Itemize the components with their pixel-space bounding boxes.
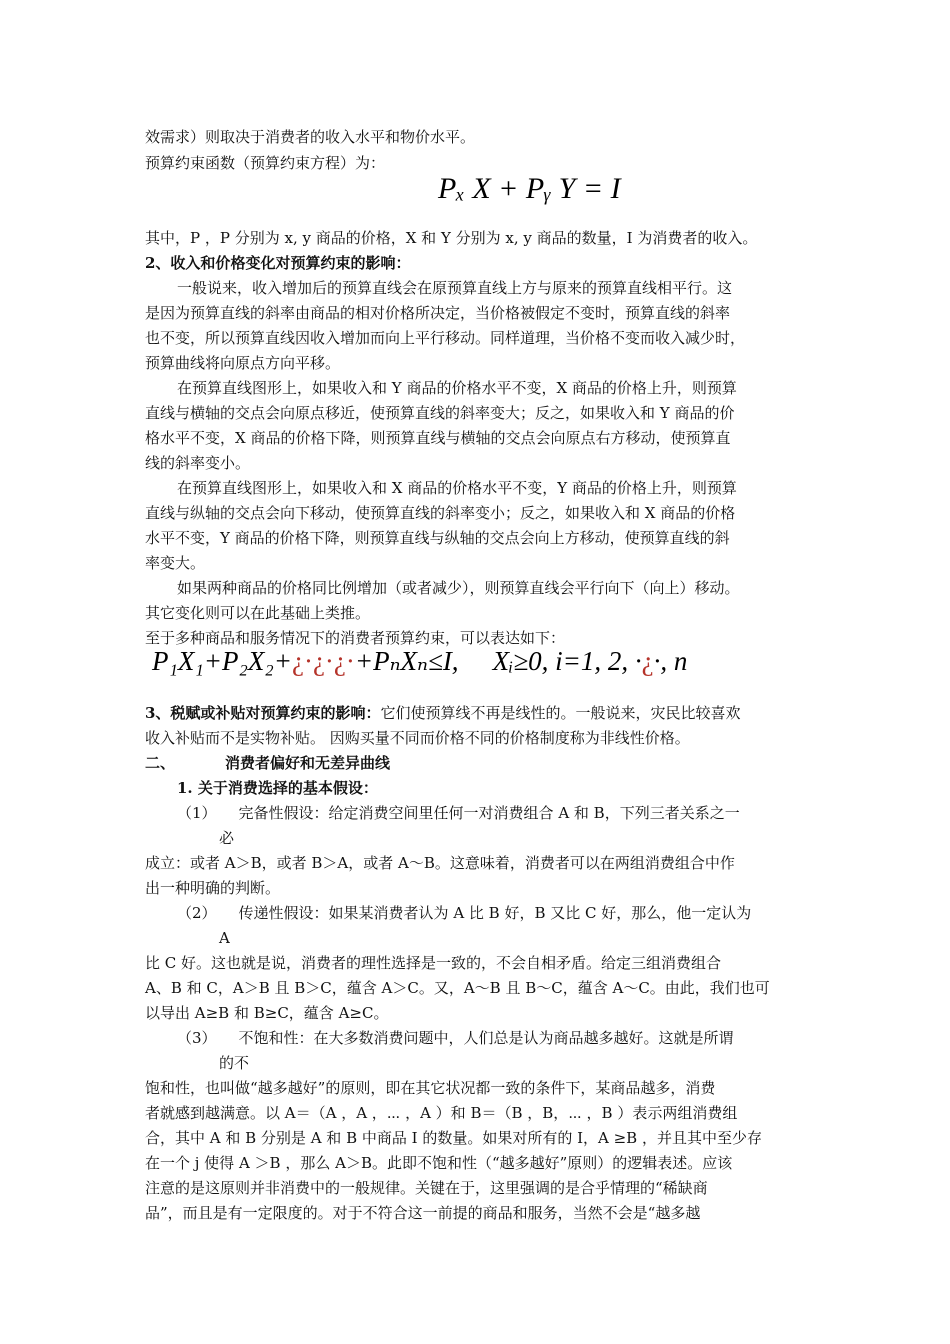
paragraph-line: 水平不变，Y 商品的价格下降，则预算直线与纵轴的交点会向上方移动，使预算直线的斜 (145, 529, 730, 547)
heading-number: 二、 (145, 754, 176, 772)
item-text: 传递性假设：如果某消费者认为 A 比 B 好，B 又比 C 好，那么，他一定认为 (238, 904, 752, 922)
paragraph-line: A (219, 929, 230, 947)
paragraph-line: 出一种明确的判断。 (145, 879, 281, 897)
paragraph-line: 率变大。 (145, 554, 206, 572)
inline-text: 它们使预算线不再是线性的。一般说来，灾民比较喜欢 (380, 704, 741, 722)
paragraph-line: 直线与纵轴的交点会向下移动，使预算直线的斜率变小；反之，如果收入和 X 商品的价格 (145, 504, 736, 522)
paragraph-line: 预算约束函数（预算约束方程）为： (145, 154, 386, 172)
section-heading (145, 753, 390, 773)
item-text: 不饱和性：在大多数消费问题中，人们总是认为商品越多越好。这就是所谓 (238, 1029, 734, 1047)
paragraph-line: 品”，而且是有一定限度的。对于不符合这一前提的商品和服务，当然不会是“越多越 (145, 1204, 701, 1222)
multi-goods-budget-formula (152, 646, 687, 677)
item-number: （2） (177, 904, 217, 922)
paragraph-line (177, 903, 751, 923)
heading-title: 消费者偏好和无差异曲线 (225, 754, 391, 772)
formula-part: Xᵢ≥0, i=1, 2, · (492, 646, 642, 676)
paragraph-line: 效需求）则取决于消费者的收入水平和物价水平。 (145, 128, 476, 146)
paragraph-line: 合，其中 A 和 B 分别是 A 和 B 中商品 I 的数量。如果对所有的 I，A ≥B ，并且其中至少存 (145, 1129, 762, 1147)
paragraph-line: 格水平不变，X 商品的价格下降，则预算直线与横轴的交点会向原点右方移动，使预算直 (145, 429, 731, 447)
paragraph-line: 成立：或者 A＞B，或者 B＞A，或者 A～B。这意味着，消费者可以在两组消费组合中作 (145, 854, 735, 872)
item-number: （3） (177, 1029, 217, 1047)
paragraph-line: 其中，P ，P 分别为 x, y 商品的价格，X 和 Y 分别为 x, y 商品的数量，I 为消费者的收入。 (145, 229, 758, 247)
paragraph-line: 也不变，所以预算直线因收入增加而向上平行移动。同样道理，当价格不变而收入减少时， (145, 329, 746, 347)
section-heading: 2、收入和价格变化对预算约束的影响： (145, 254, 411, 272)
paragraph-line: 预算曲线将向原点方向平移。 (145, 354, 341, 372)
formula-part: +PₙXₙ≤I, (354, 646, 459, 676)
formula-ellipsis: ¿ (641, 646, 654, 676)
item-text: 完备性假设：给定消费空间里任何一对消费组合 A 和 B，下列三者关系之一 (238, 804, 740, 822)
paragraph-line: 收入补贴而不是实物补贴。 因购买量不同而价格不同的价格制度称为非线性价格。 (145, 729, 690, 747)
paragraph-line: 其它变化则可以在此基础上类推。 (145, 604, 371, 622)
paragraph-line (145, 703, 740, 723)
paragraph-line: 必 (219, 829, 235, 847)
paragraph-line: 的不 (219, 1054, 250, 1072)
formula-part: P₁X₁+P₂X₂+ (152, 646, 292, 676)
paragraph-line: 如果两种商品的价格同比例增加（或者减少），则预算直线会平行向下（向上）移动。 (177, 579, 740, 597)
paragraph-line: 一般说来，收入增加后的预算直线会在原预算直线上方与原来的预算直线相平行。这 (177, 279, 733, 297)
subsection-heading: 1. 关于消费选择的基本假设： (177, 779, 378, 797)
formula-part: ·, n (653, 646, 688, 676)
paragraph-line: 在一个 j 使得 A ＞B ，那么 A＞B。此即不饱和性（“越多越好”原则）的逻辑表述。应该 (145, 1154, 733, 1172)
paragraph-line: 线的斜率变小。 (145, 454, 251, 472)
paragraph-line: 在预算直线图形上，如果收入和 Y 商品的价格水平不变，X 商品的价格上升，则预算 (177, 379, 737, 397)
item-number: （1） (177, 804, 217, 822)
formula-ellipsis: ¿·¿·¿· (291, 646, 355, 676)
paragraph-line: 直线与横轴的交点会向原点移近，使预算直线的斜率变大；反之，如果收入和 Y 商品的价 (145, 404, 735, 422)
paragraph-line: 者就感到越满意。以 A＝（A ，A ，⋯ ，A ）和 B＝（B ，B，⋯ ，B ）表示两组消费组 (145, 1104, 738, 1122)
paragraph-line: 饱和性，也叫做“越多越好”的原则，即在其它状况都一致的条件下，某商品越多，消费 (145, 1079, 716, 1097)
paragraph-line: A、B 和 C，A＞B 且 B＞C，蕴含 A＞C。又，A～B 且 B～C，蕴含 A～C。由此，我们也可 (145, 979, 770, 997)
paragraph-line: 注意的是这原则并非消费中的一般规律。关键在于，这里强调的是合乎情理的“稀缺商 (145, 1179, 708, 1197)
paragraph-line: 比 C 好。这也就是说，消费者的理性选择是一致的，不会自相矛盾。给定三组消费组合 (145, 954, 722, 972)
paragraph-line: 以导出 A≥B 和 B≥C，蕴含 A≥C。 (145, 1004, 389, 1022)
paragraph-line: 是因为预算直线的斜率由商品的相对价格所决定，当价格被假定不变时，预算直线的斜率 (145, 304, 731, 322)
paragraph-line: 至于多种商品和服务情况下的消费者预算约束，可以表达如下： (145, 629, 566, 647)
budget-constraint-formula: Pₓ X + Pᵧ Y = I (438, 172, 621, 205)
paragraph-line (177, 803, 740, 823)
paragraph-line (177, 1028, 734, 1048)
paragraph-line: 在预算直线图形上，如果收入和 X 商品的价格水平不变，Y 商品的价格上升，则预算 (177, 479, 737, 497)
inline-heading: 3、税赋或补贴对预算约束的影响： (145, 704, 381, 722)
